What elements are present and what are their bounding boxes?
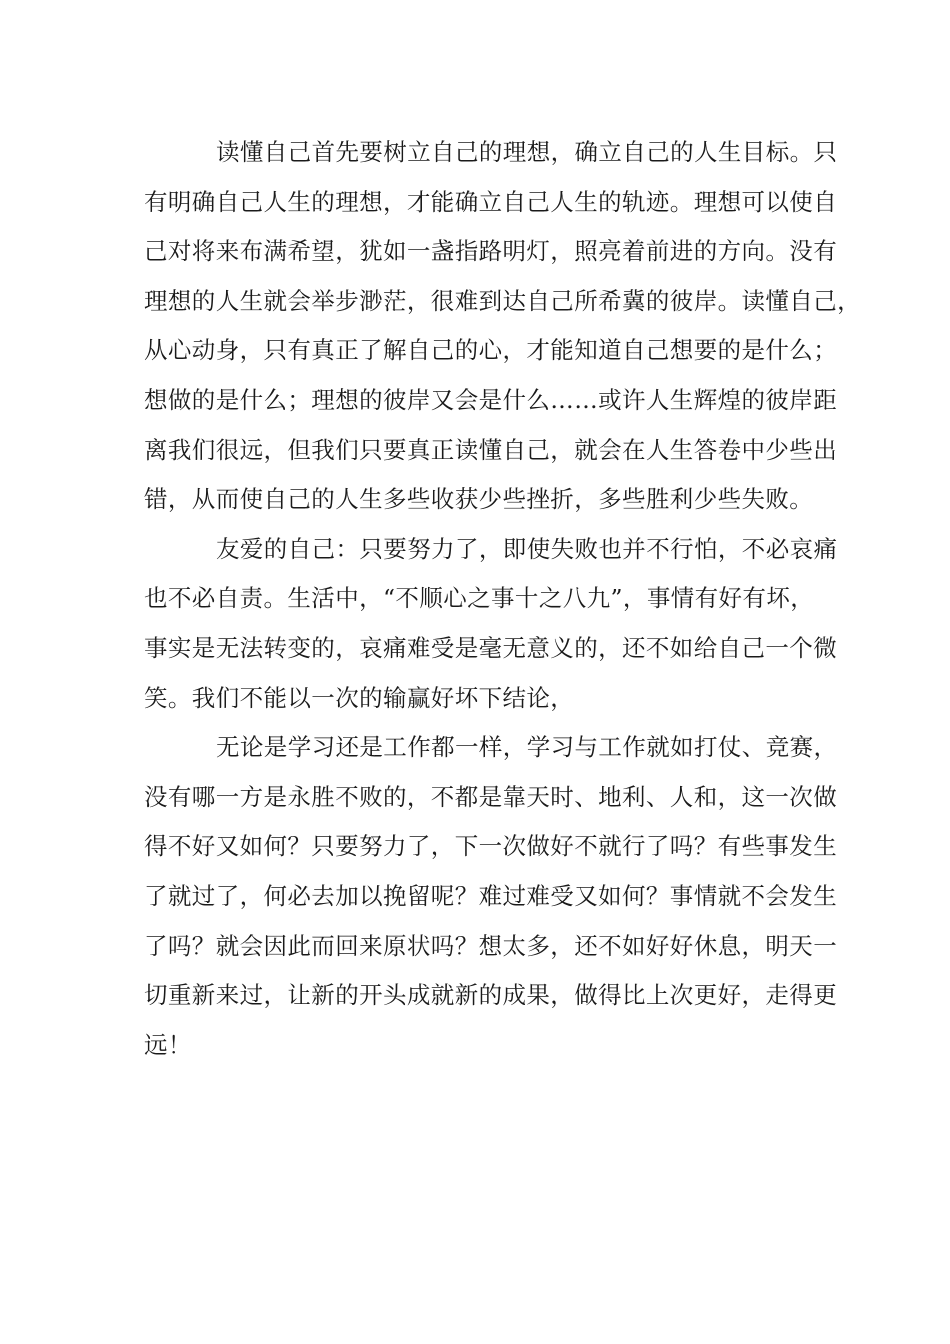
text-line: 没有哪一方是永胜不败的，不都是靠天时、地利、人和，这一次做: [144, 782, 838, 811]
text-line: 理想的人生就会举步渺茫，很难到达自己所希冀的彼岸。读懂自己，: [144, 286, 861, 315]
text-line: 有明确自己人生的理想，才能确立自己人生的轨迹。理想可以使自: [144, 187, 838, 216]
document-body: [144, 128, 861, 1070]
paragraph-2: [144, 525, 838, 723]
text-line: 无论是学习还是工作都一样，学习与工作就如打仗、竞赛，: [216, 733, 838, 762]
text-line: 事实是无法转变的，哀痛难受是毫无意义的，还不如给自己一个微: [144, 633, 838, 662]
text-line: 也不必自责。生活中，“不顺心之事十之八九”，事情有好有坏，: [144, 584, 815, 613]
text-line: 得不好又如何？只要努力了，下一次做好不就行了吗？有些事发生: [144, 832, 838, 861]
text-line: 切重新来过，让新的开头成就新的成果，做得比上次更好，走得更: [144, 981, 838, 1010]
text-line: 了就过了，何必去加以挽留呢？难过难受又如何？事情就不会发生: [144, 881, 838, 910]
text-line: 从心动身，只有真正了解自己的心，才能知道自己想要的是什么；: [144, 336, 838, 365]
text-line: 读懂自己首先要树立自己的理想，确立自己的人生目标。只: [216, 138, 838, 166]
text-line: 己对将来布满希望，犹如一盏指路明灯，照亮着前进的方向。没有: [144, 237, 838, 266]
text-line: 想做的是什么；理想的彼岸又会是什么……或许人生辉煌的彼岸距: [144, 385, 838, 414]
text-line: 错，从而使自己的人生多些收获少些挫折，多些胜利少些失败。: [144, 485, 814, 514]
text-line: 友爱的自己：只要努力了，即使失败也并不行怕，不必哀痛: [216, 534, 838, 563]
text-line: 笑。我们不能以一次的输赢好坏下结论，: [144, 683, 575, 712]
paragraph-3: [144, 723, 838, 1070]
text-line: 远！: [144, 1030, 192, 1059]
text-line: 了吗？就会因此而回来原状吗？想太多，还不如好好休息，明天一: [144, 931, 838, 960]
paragraph-1: [144, 128, 861, 525]
text-line: 离我们很远，但我们只要真正读懂自己，就会在人生答卷中少些出: [144, 435, 838, 464]
